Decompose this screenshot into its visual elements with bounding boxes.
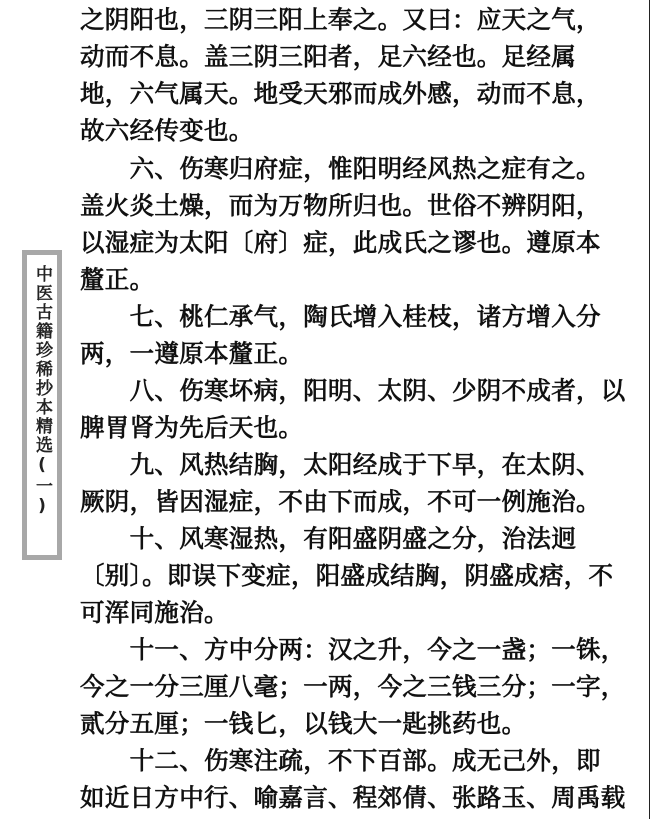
text-line: 七、桃仁承气，陶氏增入桂枝，诸方增入分: [80, 302, 601, 331]
side-tab: [22, 250, 62, 560]
text-line: 今之一分三厘八毫；一两，今之三钱三分；一字，: [80, 672, 626, 701]
text-line: 地，六气属天。地受天邪而成外感，动而不息，: [80, 79, 601, 108]
text-line: 釐正。: [80, 265, 155, 294]
text-line: 以湿症为太阳〔府〕症，此成氏之谬也。遵原本: [80, 228, 601, 257]
text-line: 动而不息。盖三阴三阳者，足六经也。足经属: [80, 42, 576, 71]
text-line: 脾胃肾为先后天也。: [80, 413, 304, 442]
side-tab-label: 中医古籍珍稀抄本精选(一): [32, 265, 52, 518]
text-line: 十二、伤寒注疏，不下百部。成无己外，即: [80, 746, 601, 775]
text-line: 可浑同施治。: [80, 598, 229, 627]
text-line: 故六经传变也。: [80, 116, 254, 145]
text-line: 两，一遵原本釐正。: [80, 339, 304, 368]
text-line: 如近日方中行、喻嘉言、程郊倩、张路玉、周禹载: [80, 783, 626, 812]
text-line: 六、伤寒归府症，惟阳明经风热之症有之。: [80, 154, 601, 183]
text-line: 九、风热结胸，太阳经成于下早，在太阴、: [80, 450, 601, 479]
text-line: 八、伤寒坏病，阳明、太阴、少阴不成者，以: [80, 376, 626, 405]
text-line: 十一、方中分两：汉之升，今之一盏；一铢，: [80, 635, 626, 664]
page-edge-rule: [649, 0, 651, 819]
text-line: 厥阴，皆因湿症，不由下而成，不可一例施治。: [80, 487, 601, 516]
text-line: 之阴阳也，三阴三阳上奉之。又曰：应天之气，: [80, 5, 601, 34]
text-line: 十、风寒湿热，有阳盛阴盛之分，治法迥: [80, 524, 576, 553]
text-line: 〔别〕。即误下变症，阳盛成结胸，阴盛成痞，不: [80, 561, 614, 590]
text-line: 贰分五厘；一钱匕，以钱大一匙挑药也。: [80, 709, 527, 738]
text-line: 盖火炎土燥，而为万物所归也。世俗不辨阴阳，: [80, 191, 601, 220]
